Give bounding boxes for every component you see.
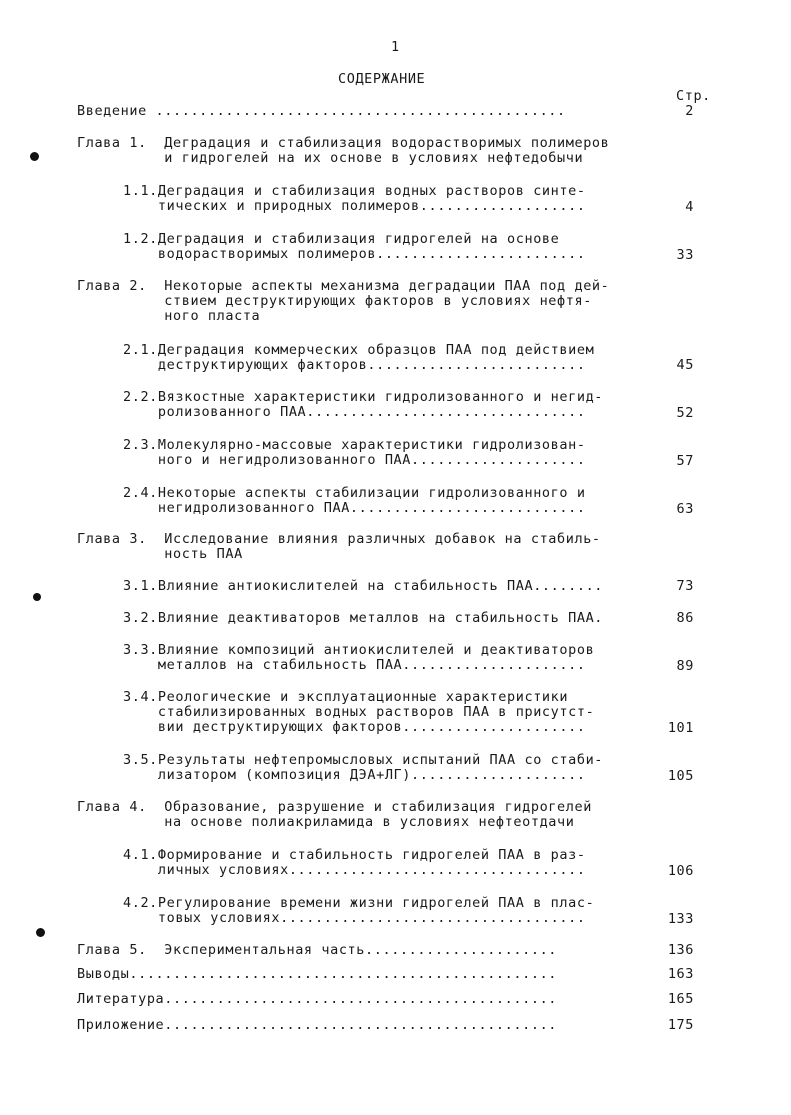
toc-entry-line: 1.2.Деградация и стабилизация гидрогелей на основе xyxy=(123,231,560,247)
toc-entry-line: Глава 1. Деградация и стабилизация водорастворимых полимеров xyxy=(77,135,610,151)
toc-entry xyxy=(123,184,586,214)
toc-entry xyxy=(77,992,557,1007)
toc-entry-line: ного пласта xyxy=(77,308,261,324)
toc-entry-line: ролизованного ПАА................................ xyxy=(123,404,586,420)
toc-entry-line: Глава 4. Образование, разрушение и стабилизация гидрогелей xyxy=(77,799,592,815)
toc-entry xyxy=(77,943,557,958)
toc-entry xyxy=(77,1018,557,1033)
toc-page-number: 33 xyxy=(676,247,694,263)
toc-entry-line: тических и природных полимеров................... xyxy=(123,198,586,214)
toc-page-number: 63 xyxy=(676,501,694,517)
toc-entry xyxy=(77,279,609,324)
toc-entry-line: 2.3.Молекулярно-массовые характеристики гидролизован- xyxy=(123,437,586,453)
page-column-header: Стр. xyxy=(676,88,711,104)
toc-page-number: 57 xyxy=(676,453,694,469)
page-title: СОДЕРЖАНИЕ xyxy=(338,71,426,87)
toc-entry-line: Приложение............................................. xyxy=(77,1017,558,1033)
toc-entry xyxy=(123,486,586,516)
toc-entry-line: 3.1.Влияние антиокислителей на стабильность ПАА........ xyxy=(123,578,604,594)
toc-entry-line: Глава 5. Экспериментальная часть...................... xyxy=(77,942,558,958)
toc-entry-line: на основе полиакриламида в условиях нефтеотдачи xyxy=(77,814,575,830)
toc-page-number: 52 xyxy=(676,405,694,421)
toc-entry-line: Глава 3. Исследование влияния различных добавок на стабиль- xyxy=(77,531,601,547)
toc-entry xyxy=(77,104,566,119)
toc-entry-line: 4.2.Регулирование времени жизни гидрогелей ПАА в плас- xyxy=(123,895,595,911)
toc-page-number: 2 xyxy=(685,103,694,119)
toc-entry-line: 2.1.Деградация коммерческих образцов ПАА под действием xyxy=(123,342,595,358)
toc-entry xyxy=(77,136,609,166)
toc-entry-line: Введение ............................................... xyxy=(77,103,566,119)
toc-entry-line: стабилизированных водных растворов ПАА в присутст- xyxy=(123,704,595,720)
toc-page-number: 106 xyxy=(667,863,694,879)
toc-entry xyxy=(123,848,586,878)
ink-blot xyxy=(36,928,45,937)
toc-page-number: 136 xyxy=(667,942,694,958)
toc-entry xyxy=(123,438,586,468)
page-number: 1 xyxy=(391,39,400,55)
toc-entry-line: вии деструктирующих факторов..................... xyxy=(123,719,586,735)
toc-page-number: 133 xyxy=(667,911,694,927)
toc-page-number: 163 xyxy=(667,966,694,982)
toc-entry-line: Литература............................................. xyxy=(77,991,558,1007)
toc-entry xyxy=(77,967,557,982)
toc-entry xyxy=(123,753,603,783)
toc-entry-line: Выводы................................................. xyxy=(77,966,558,982)
toc-entry-line: 3.5.Результаты нефтепромысловых испытаний ПАА со стаби- xyxy=(123,752,604,768)
toc-entry-line: 1.1.Деградация и стабилизация водных растворов синте- xyxy=(123,183,586,199)
toc-entry xyxy=(77,532,601,562)
toc-entry-line: негидролизованного ПАА........................... xyxy=(123,500,586,516)
toc-page-number: 101 xyxy=(667,720,694,736)
toc-entry xyxy=(123,643,594,673)
ink-blot xyxy=(33,593,41,601)
toc-entry-line: водорастворимых полимеров........................ xyxy=(123,246,586,262)
toc-entry-line: 2.4.Некоторые аспекты стабилизации гидролизованного и xyxy=(123,485,586,501)
toc-entry-line: деструктирующих факторов......................... xyxy=(123,357,586,373)
toc-entry-line: 3.4.Реологические и эксплуатационные характеристики xyxy=(123,689,569,705)
toc-entry-line: металлов на стабильность ПАА..................... xyxy=(123,657,586,673)
toc-entry-line: ность ПАА xyxy=(77,546,243,562)
toc-page-number: 73 xyxy=(676,578,694,594)
toc-entry-line: 2.2.Вязкостные характеристики гидролизованного и негид- xyxy=(123,389,604,405)
toc-page-number: 105 xyxy=(667,768,694,784)
toc-entry-line: 3.2.Влияние деактиваторов металлов на стабильность ПАА. xyxy=(123,610,604,626)
toc-entry xyxy=(123,390,603,420)
toc-entry xyxy=(123,343,594,373)
toc-page-number: 175 xyxy=(667,1017,694,1033)
toc-page-number: 89 xyxy=(676,658,694,674)
toc-page-number: 4 xyxy=(685,199,694,215)
toc-page-number: 165 xyxy=(667,991,694,1007)
toc-page-number: 45 xyxy=(676,357,694,373)
toc-entry-line: товых условиях................................... xyxy=(123,910,586,926)
toc-entry-line: ствием деструктирующих факторов в условиях нефтя- xyxy=(77,293,592,309)
toc-entry xyxy=(123,896,594,926)
toc-entry-line: ного и негидролизованного ПАА.................... xyxy=(123,452,586,468)
toc-page-number: 86 xyxy=(676,610,694,626)
toc-entry xyxy=(123,579,603,594)
toc-entry xyxy=(123,611,603,626)
toc-entry-line: Глава 2. Некоторые аспекты механизма деградации ПАА под дей- xyxy=(77,278,610,294)
toc-entry xyxy=(77,800,592,830)
toc-entry-line: 4.1.Формирование и стабильность гидрогелей ПАА в раз- xyxy=(123,847,586,863)
ink-blot xyxy=(30,152,39,161)
toc-entry xyxy=(123,232,586,262)
toc-entry-line: лизатором (композиция ДЭА+ЛГ).................... xyxy=(123,767,586,783)
toc-entry-line: и гидрогелей на их основе в условиях нефтедобычи xyxy=(77,150,584,166)
toc-entry-line: личных условиях.................................. xyxy=(123,862,586,878)
toc-entry xyxy=(123,690,594,735)
toc-entry-line: 3.3.Влияние композиций антиокислителей и деактиваторов xyxy=(123,642,595,658)
